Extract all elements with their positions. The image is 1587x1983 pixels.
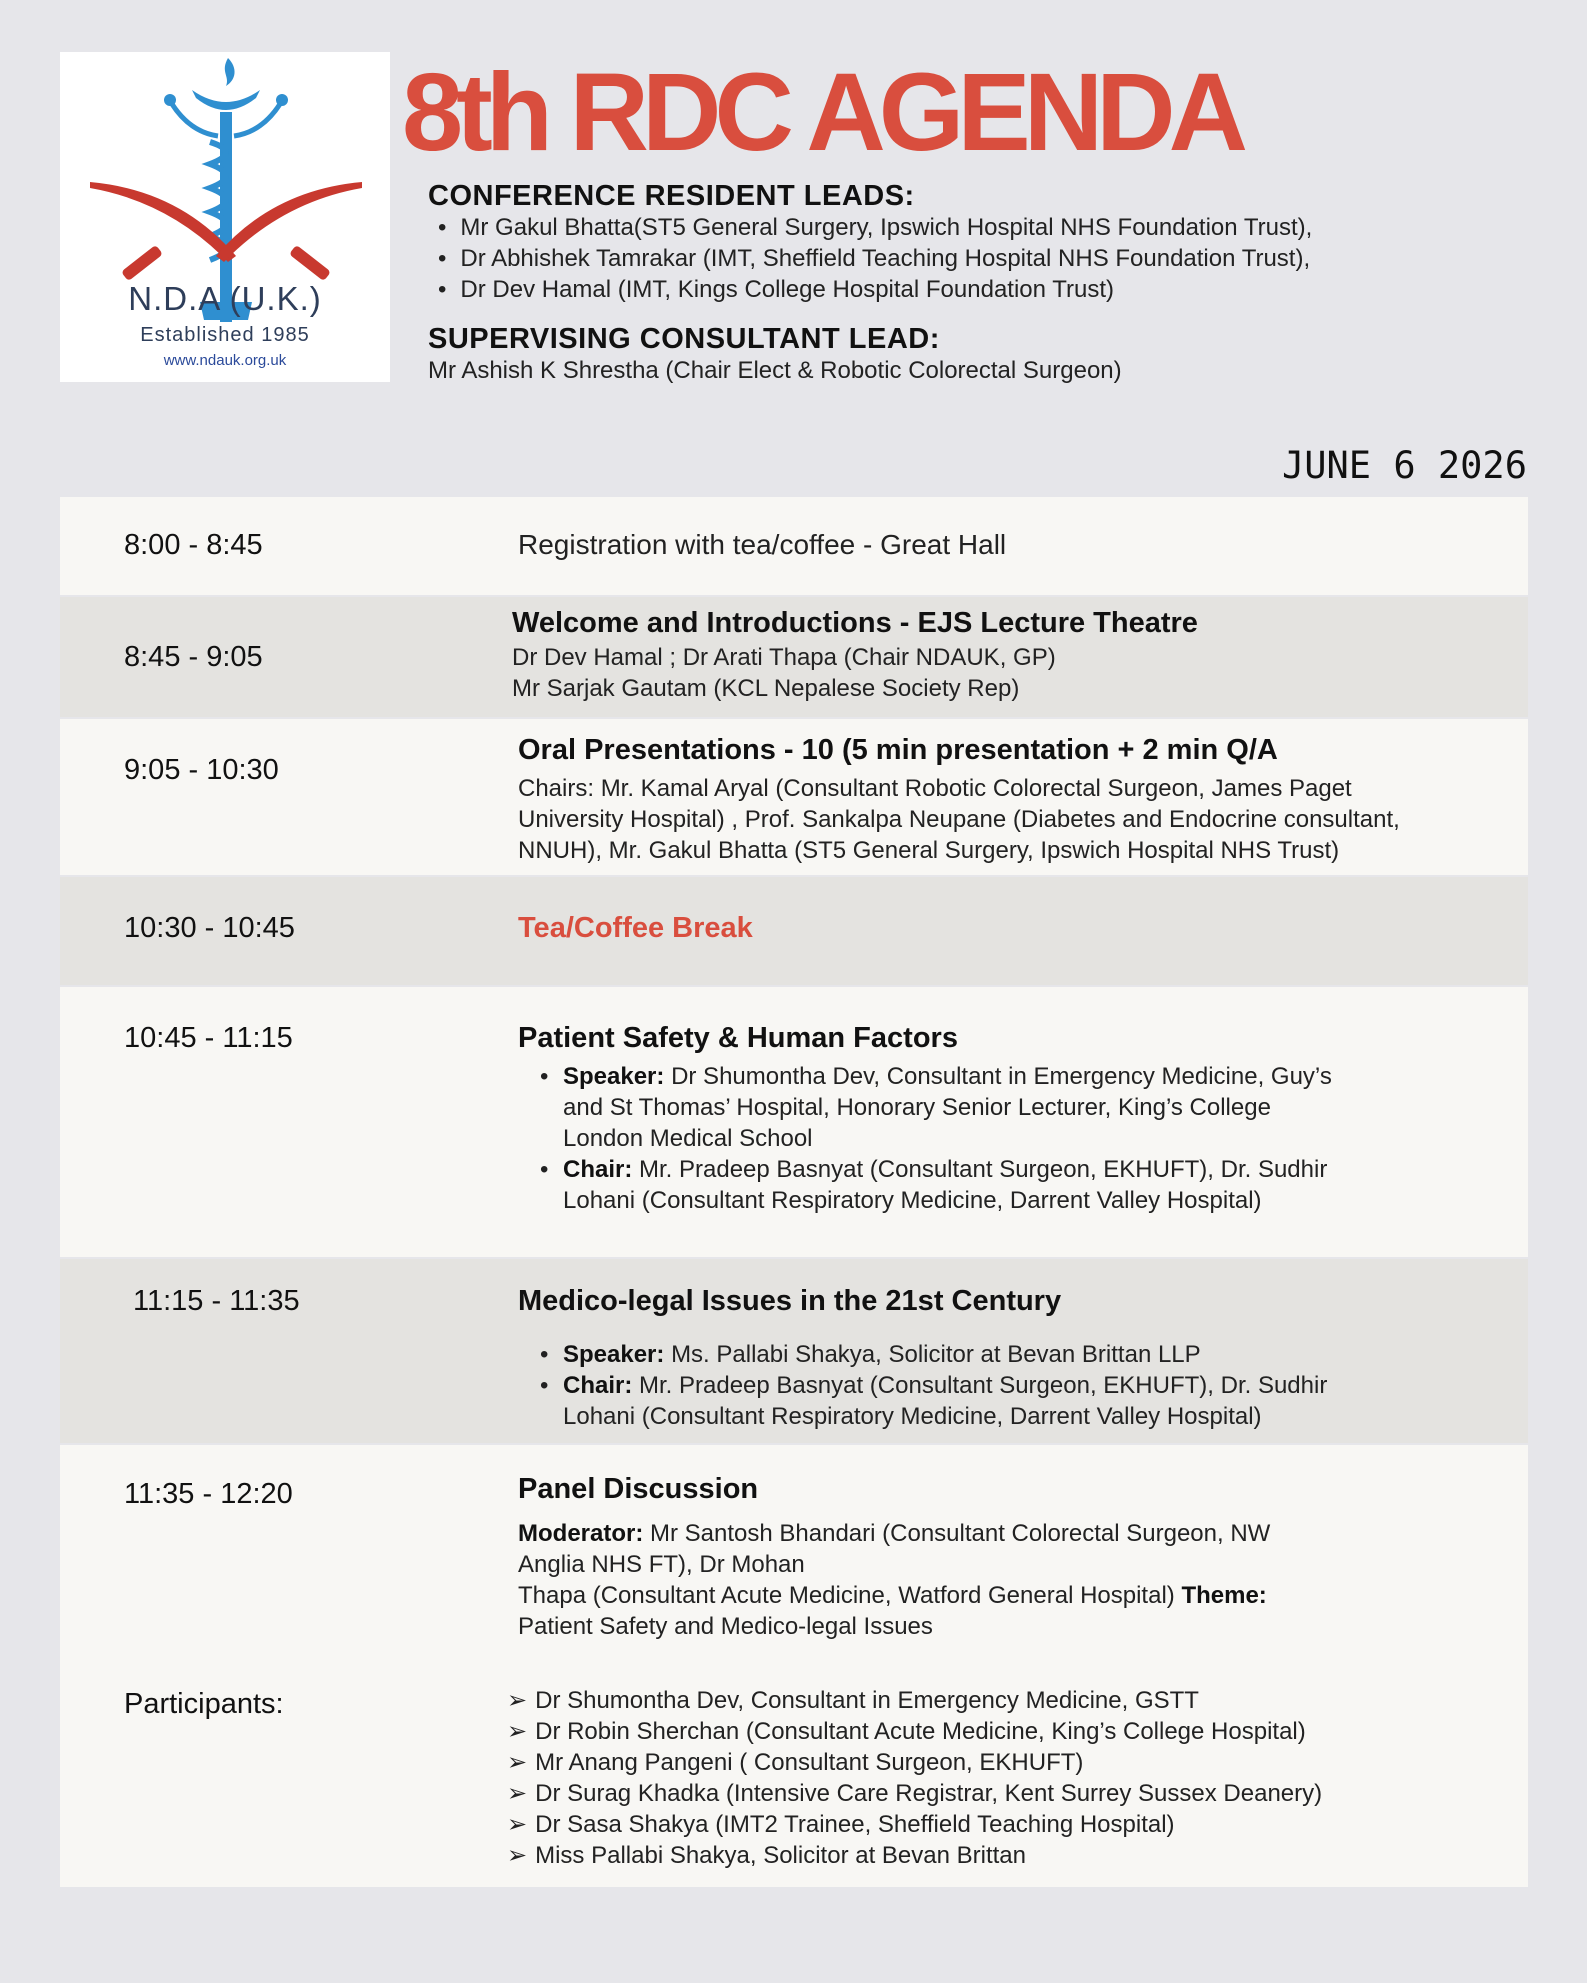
agenda-row-registration xyxy=(60,497,1528,595)
session-title: Welcome and Introductions - EJS Lecture Theatre xyxy=(512,607,1198,639)
session-title: Patient Safety & Human Factors xyxy=(518,1022,958,1054)
session-title: Oral Presentations - 10 (5 min presentation + 2 min Q/A xyxy=(518,734,1278,766)
session-time: 8:00 - 8:45 xyxy=(124,529,263,561)
chair-item: • Chair: Mr. Pradeep Basnyat (Consultant Surgeon, EKHUFT), Dr. Sudhir Lohani (Consultant Respiratory Medicine, Darrent Valley Hospital) xyxy=(518,1370,1327,1432)
lead-item: • Dr Abhishek Tamrakar (IMT, Sheffield Teaching Hospital NHS Foundation Trust), xyxy=(438,243,1312,274)
logo-org-name: N.D.A (U.K.) xyxy=(128,280,322,317)
speaker-item: • Speaker: Ms. Pallabi Shakya, Solicitor at Bevan Brittan LLP xyxy=(518,1339,1327,1370)
logo-established: Established 1985 xyxy=(140,324,310,346)
session-text: Registration with tea/coffee - Great Hall xyxy=(518,529,1007,560)
session-time: 9:05 - 10:30 xyxy=(124,754,279,786)
chair-item: • Chair: Mr. Pradeep Basnyat (Consultant Surgeon, EKHUFT), Dr. Sudhir Lohani (Consultant Respiratory Medicine, Darrent Valley Hospital) xyxy=(518,1154,1332,1216)
event-date: JUNE 6 2026 xyxy=(1281,444,1527,487)
session-line: Dr Dev Hamal ; Dr Arati Thapa (Chair NDAUK, GP) xyxy=(512,644,1056,671)
lead-item: • Mr Gakul Bhatta(ST5 General Surgery, Ipswich Hospital NHS Foundation Trust), xyxy=(438,212,1312,243)
lead-item: • Dr Dev Hamal (IMT, Kings College Hospital Foundation Trust) xyxy=(438,274,1312,305)
agenda-row-welcome xyxy=(60,597,1528,717)
nda-logo xyxy=(60,52,390,382)
participant-item: ➢ Dr Sasa Shakya (IMT2 Trainee, Sheffield Teaching Hospital) xyxy=(507,1809,1322,1840)
speaker-item: • Speaker: Dr Shumontha Dev, Consultant in Emergency Medicine, Guy’s and St Thomas’ Hospital, Honorary Senior Lecturer, King’s College London Medical School xyxy=(518,1061,1332,1154)
session-time: 11:15 - 11:35 xyxy=(133,1285,300,1317)
participants-label: Participants: xyxy=(124,1688,284,1720)
agenda-row-legal xyxy=(60,1259,1528,1443)
participant-item: ➢ Miss Pallabi Shakya, Solicitor at Bevan Brittan xyxy=(507,1840,1322,1871)
session-time: 8:45 - 9:05 xyxy=(124,641,263,673)
page-title: 8th RDC AGENDA xyxy=(402,51,1242,174)
session-time: 10:45 - 11:15 xyxy=(124,1022,293,1054)
session-time: 10:30 - 10:45 xyxy=(124,912,295,944)
logo-url: www.ndauk.org.uk xyxy=(163,352,287,369)
consultant-name: Mr Ashish K Shrestha (Chair Elect & Robotic Colorectal Surgeon) xyxy=(428,357,1122,384)
session-title: Medico-legal Issues in the 21st Century xyxy=(518,1285,1062,1317)
agenda-row-oral xyxy=(60,719,1528,875)
leads-list xyxy=(438,212,1312,305)
session-line: University Hospital) , Prof. Sankalpa Neupane (Diabetes and Endocrine consultant, xyxy=(518,806,1400,833)
participant-item: ➢ Dr Shumontha Dev, Consultant in Emergency Medicine, GSTT xyxy=(507,1685,1322,1716)
session-line: Chairs: Mr. Kamal Aryal (Consultant Robotic Colorectal Surgeon, James Paget xyxy=(518,775,1352,802)
leads-heading: CONFERENCE RESIDENT LEADS: xyxy=(428,180,915,212)
agenda-row-panel xyxy=(60,1445,1528,1887)
session-line: Mr Sarjak Gautam (KCL Nepalese Society Rep) xyxy=(512,675,1020,702)
agenda-row-break xyxy=(60,877,1528,985)
session-time: 11:35 - 12:20 xyxy=(124,1478,293,1510)
session-title: Panel Discussion xyxy=(518,1473,759,1505)
break-title: Tea/Coffee Break xyxy=(518,912,753,944)
participant-item: ➢ Dr Robin Sherchan (Consultant Acute Medicine, King’s College Hospital) xyxy=(507,1716,1322,1747)
moderator-text: Moderator: Mr Santosh Bhandari (Consultant Colorectal Surgeon, NW Anglia NHS FT), Dr Mohan Thapa (Consultant Acute Medicine, Watford General Hospital) Theme: Patient Safety and Medico-legal Issues xyxy=(518,1520,1271,1640)
participants-list xyxy=(507,1685,1322,1871)
participant-item: ➢ Mr Anang Pangeni ( Consultant Surgeon, EKHUFT) xyxy=(507,1747,1322,1778)
consultant-heading: SUPERVISING CONSULTANT LEAD: xyxy=(428,323,940,355)
session-line: NNUH), Mr. Gakul Bhatta (ST5 General Surgery, Ipswich Hospital NHS Trust) xyxy=(518,837,1340,864)
participant-item: ➢ Dr Surag Khadka (Intensive Care Registrar, Kent Surrey Sussex Deanery) xyxy=(507,1778,1322,1809)
agenda-row-safety xyxy=(60,987,1528,1257)
